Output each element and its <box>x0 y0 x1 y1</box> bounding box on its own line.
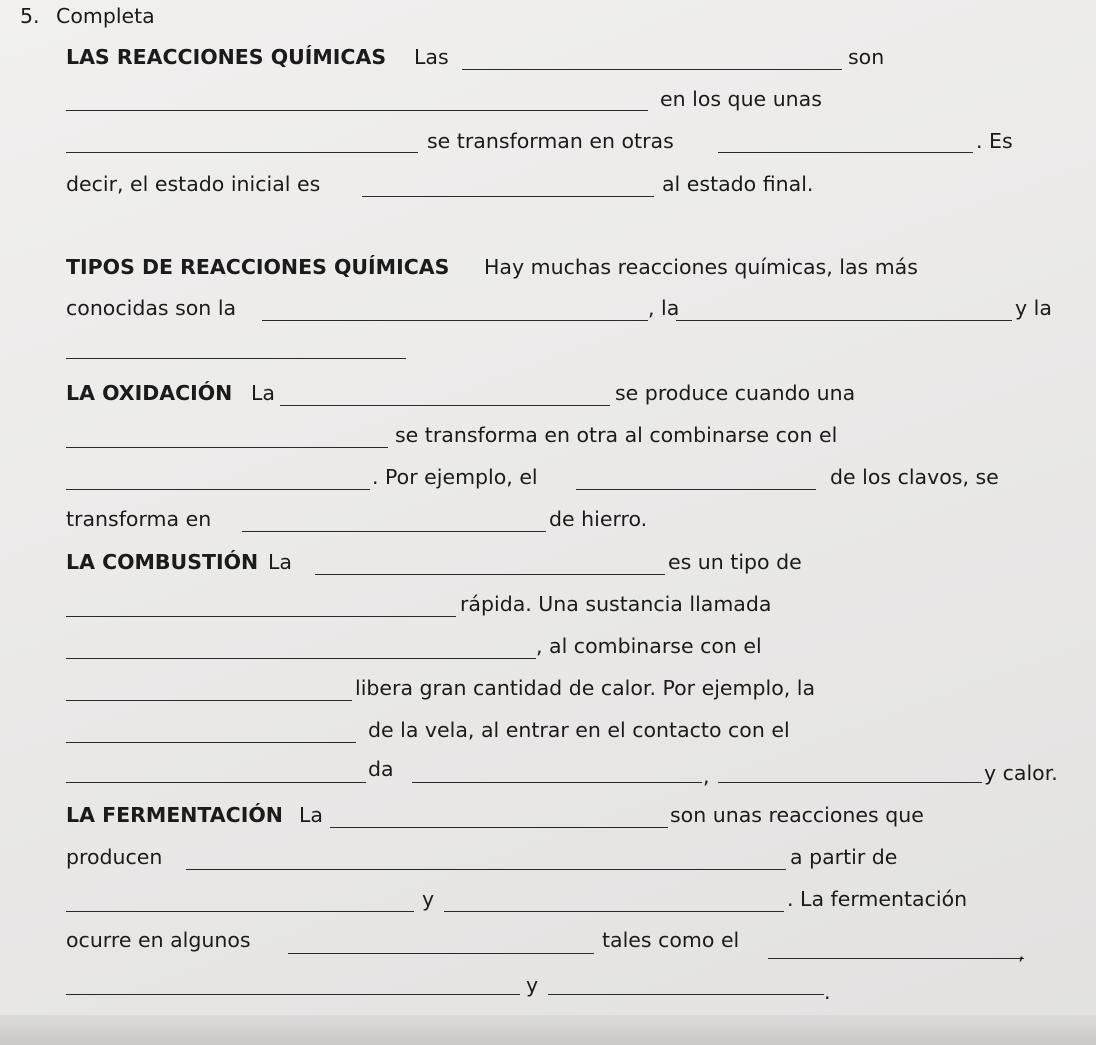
text: se transforma en otra al combinarse con el <box>395 423 838 447</box>
answer-blank[interactable] <box>66 742 356 743</box>
text: . Por ejemplo, el <box>372 465 538 489</box>
answer-blank[interactable] <box>186 869 786 870</box>
text: transforma en <box>66 507 212 531</box>
text: rápida. Una sustancia llamada <box>460 592 772 616</box>
text: se produce cuando una <box>615 381 856 405</box>
answer-blank[interactable] <box>462 69 842 70</box>
text: son unas reacciones que <box>670 803 924 827</box>
section-heading-oxidacion: LA OXIDACIÓN <box>66 381 233 405</box>
answer-blank[interactable] <box>66 489 370 490</box>
answer-blank[interactable] <box>66 447 388 448</box>
answer-blank[interactable] <box>66 152 418 153</box>
answer-blank[interactable] <box>66 700 352 701</box>
answer-blank[interactable] <box>718 782 982 783</box>
text: libera gran cantidad de calor. Por ejemplo, la <box>355 676 816 700</box>
text: . <box>824 980 831 1004</box>
text: La <box>268 550 292 574</box>
answer-blank[interactable] <box>66 911 414 912</box>
text: de los clavos, se <box>830 465 999 489</box>
text: La <box>251 381 275 405</box>
answer-blank[interactable] <box>66 658 536 659</box>
text: de hierro. <box>549 507 648 531</box>
text: , <box>1018 940 1025 964</box>
answer-blank[interactable] <box>66 994 520 995</box>
answer-blank[interactable] <box>768 958 1024 959</box>
text: en los que unas <box>660 87 822 111</box>
text: ocurre en algunos <box>66 928 251 952</box>
text: a partir de <box>790 845 898 869</box>
text: Las <box>414 45 449 69</box>
answer-blank[interactable] <box>262 320 648 321</box>
answer-blank[interactable] <box>444 911 784 912</box>
exercise-title: Completa <box>56 4 155 28</box>
text: y <box>526 973 539 997</box>
answer-blank[interactable] <box>66 782 366 783</box>
text: y la <box>1015 296 1052 320</box>
section-heading-reacciones: LAS REACCIONES QUÍMICAS <box>66 45 387 69</box>
answer-blank[interactable] <box>576 489 816 490</box>
text: es un tipo de <box>668 550 802 574</box>
section-heading-combustion: LA COMBUSTIÓN <box>66 550 259 574</box>
text: al estado final. <box>662 172 814 196</box>
text: se transforman en otras <box>427 129 674 153</box>
answer-blank[interactable] <box>66 358 406 359</box>
text: y calor. <box>984 761 1058 785</box>
section-heading-tipos: TIPOS DE REACCIONES QUÍMICAS <box>66 255 450 279</box>
text: Hay muchas reacciones químicas, las más <box>484 255 918 279</box>
answer-blank[interactable] <box>242 531 546 532</box>
page-edge-shadow <box>0 1015 1096 1045</box>
text: producen <box>66 845 163 869</box>
text: , al combinarse con el <box>536 634 762 658</box>
answer-blank[interactable] <box>66 616 456 617</box>
text: son <box>848 45 885 69</box>
text: , la <box>648 296 680 320</box>
text: y <box>422 887 435 911</box>
answer-blank[interactable] <box>676 320 1012 321</box>
answer-blank[interactable] <box>280 405 610 406</box>
text: La <box>299 803 323 827</box>
answer-blank[interactable] <box>412 782 702 783</box>
text: . Es <box>976 129 1013 153</box>
answer-blank[interactable] <box>315 574 665 575</box>
exercise-number: 5. <box>20 4 40 28</box>
answer-blank[interactable] <box>330 827 668 828</box>
text: . La fermentación <box>787 887 968 911</box>
answer-blank[interactable] <box>548 994 824 995</box>
answer-blank[interactable] <box>718 152 973 153</box>
text: conocidas son la <box>66 296 237 320</box>
answer-blank[interactable] <box>66 110 648 111</box>
text: tales como el <box>602 928 740 952</box>
text: da <box>368 757 394 781</box>
text: decir, el estado inicial es <box>66 172 321 196</box>
section-heading-fermentacion: LA FERMENTACIÓN <box>66 803 283 827</box>
text: de la vela, al entrar en el contacto con el <box>368 718 790 742</box>
answer-blank[interactable] <box>362 196 654 197</box>
text: , <box>703 764 710 788</box>
answer-blank[interactable] <box>288 953 594 954</box>
